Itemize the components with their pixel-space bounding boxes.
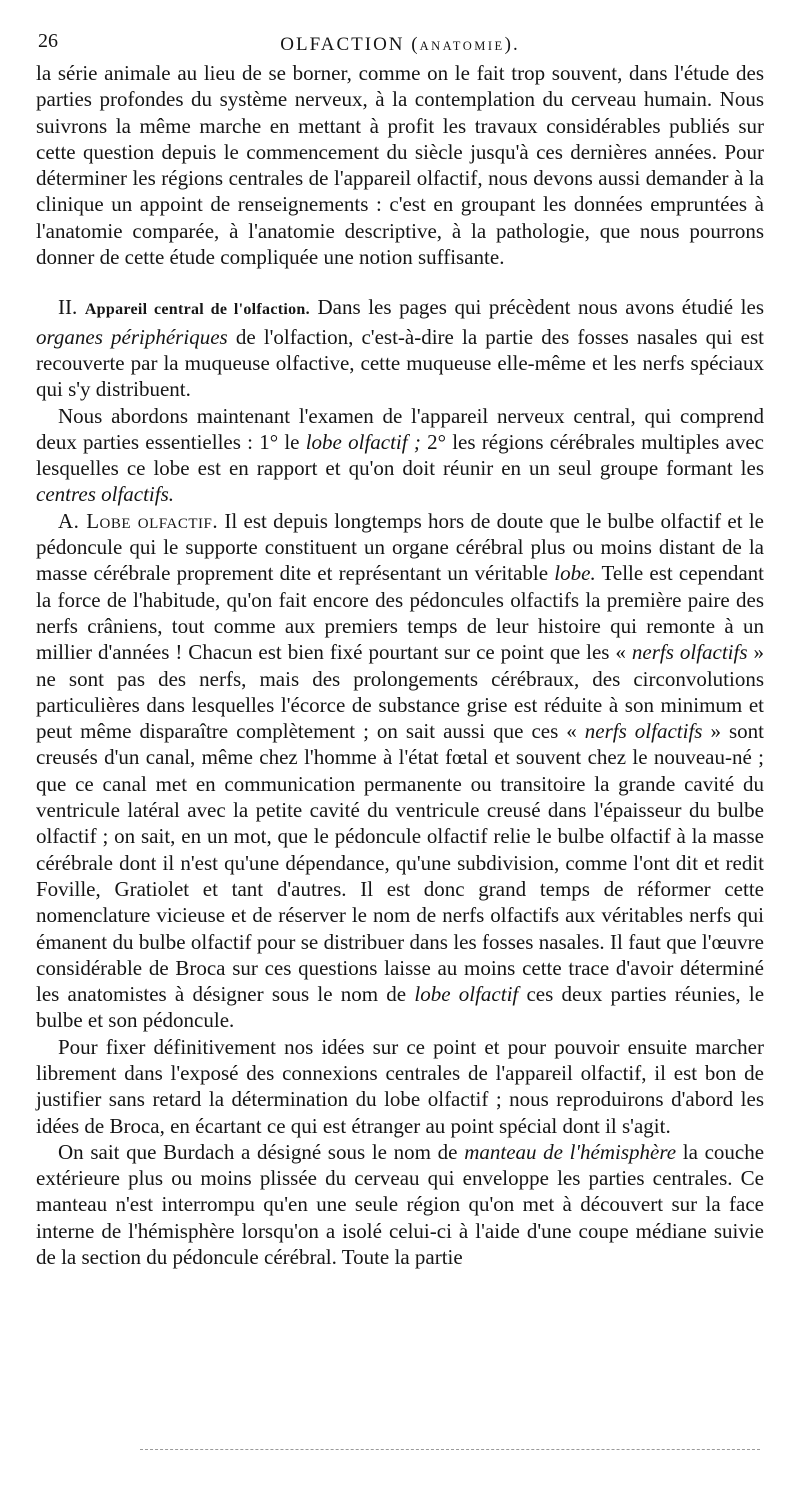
text-run: Nous abordons maintenant l'examen de l'appareil nerveux central, qui comprend deux parties essentielles : 1° le — [36, 403, 764, 454]
text-run: 2° les régions cérébrales multiples avec lesquelles ce lobe est en rapport et qu'on doit réunir en un seul groupe formant les — [36, 429, 764, 481]
text-run: » sont creusés d'un canal, même chez l'homme à l'état fœtal et souvent chez le nouveau-né ; que ce canal met en communication permanente ou transitoire la grande cavité du ventricule latéral avec la petite cavité du ventricule creusé dans l'épaisseur du bulbe olfactif ; on sait, en un mot, que le pédoncule olfactif relie le bulbe olfactif à la masse cérébrale dont il n'est qu'une dépendance, qu'une subdivision, comme l'ont dit et redit Foville, Gratiolet et tant d'autres. Il est donc grand temps de réformer cette nomenclature vicieuse et de réserver le nom de nerfs olfactifs aux véritables nerfs qui émanent du bulbe olfactif pour se distribuer dans les fosses nasales. Il faut que l'œuvre considérable de Broca sur ces questions laisse au moins cette trace d'avoir déterminé les anatomistes à désigner sous le nom de — [36, 719, 765, 1007]
text-run: » ne sont pas des nerfs, mais des prolongements cérébraux, des circonvolutions particulières dans lesquelles l'écorce de substance grise est réduite à son minimum et peut même disparaître complètement ; on sait aussi que ces « — [36, 640, 765, 744]
footer-divider — [140, 1449, 760, 1450]
text-run: Telle est cependant la force de l'habitude, qu'on fait encore des pédoncules olfactifs la première paire des nerfs crâniens, tout comme aux premiers temps de leur histoire qui remonte à un millier d'années ! Chacun est bien fixé pourtant sur ce point que les « — [36, 561, 765, 665]
running-title-paren-open: ( — [411, 34, 420, 55]
paragraph-broca-ideas: Pour fixer définitivement nos idées sur ce point et pour pouvoir ensuite marcher librement dans l'exposé des connexions centrales de l'appareil olfactif, il est bon de justifier sans retard la détermination du lobe olfactif ; nous reproduirons d'abord les idées de Broca, en écartant ce qui est étranger au point spécial dont il s'agit. — [36, 1034, 764, 1138]
italic-term: nerfs olfactifs — [631, 640, 748, 665]
italic-term: lobe. — [554, 561, 596, 586]
section-title: Appareil central de l'olfaction. — [84, 301, 310, 319]
italic-term: organes périphériques — [36, 324, 228, 349]
running-title — [36, 34, 764, 56]
text-run: Il est depuis longtemps hors de doute que le bulbe olfactif et le pédoncule qui le supporte constituent un organe cérébral plus ou moins distant de la masse cérébrale proprement dite et représentant un véritable — [36, 508, 765, 586]
paragraph-central-apparatus — [36, 403, 764, 508]
paragraph-continuation: la série animale au lieu de se borner, comme on le fait trop souvent, dans l'étude des parties profondes du système nerveux, à la contemplation du cerveau humain. Nous suivrons la même marche en mettant à profit les travaux considérables publiés sur cette question depuis le commencement du siècle jusqu'à ces dernières années. Pour déterminer les régions centrales de l'appareil olfactif, nous devons aussi demander à la clinique un appoint de renseignements : c'est en groupant les données empruntées à l'anatomie comparée, à l'anatomie descriptive, à la pathologie, que nous pourrons donner de cette étude compliquée une notion suffisante. — [36, 61, 764, 270]
subsection-title: A. Lobe olfactif. — [58, 508, 219, 533]
italic-term: nerfs olfactifs — [584, 719, 703, 744]
text-run: On sait que Burdach a désigné sous le nom de — [58, 1139, 458, 1164]
section-number: II. — [58, 295, 78, 320]
paragraph-section-ii — [36, 294, 764, 402]
text-run: Dans les pages qui précèdent nous avons étudié les — [317, 295, 765, 320]
text-run: la couche extérieure plus ou moins plissée du cerveau qui enveloppe les parties centrales. Ce manteau n'est interrompu qu'en une seule région qu'on met à découvert sur la face interne de l'hémisphère lorsqu'on a isolé celui-ci à l'aide d'une coupe médiane suivie de la section du pédoncule cérébral. Toute la partie — [36, 1139, 765, 1270]
running-title-paren-close: ). — [504, 34, 520, 55]
italic-term: manteau de l'hémisphère — [464, 1139, 677, 1164]
page — [36, 28, 764, 1270]
paragraph-burdach — [36, 1139, 764, 1270]
italic-term: lobe olfactif ; — [305, 429, 421, 454]
text-run: de l'olfaction, c'est-à-dire la partie des fosses nasales qui est recouverte par la muqueuse olfactive, cette muqueuse elle-même et les nerfs spéciaux qui s'y distribuent. — [36, 324, 764, 402]
running-title-sub: ANATOMIE — [419, 39, 505, 53]
italic-term: centres olfactifs. — [36, 482, 175, 507]
body-text — [36, 60, 764, 1270]
paragraph-lobe-olfactif — [36, 508, 764, 1034]
text-run: ces deux parties réunies, le bulbe et son pédoncule. — [36, 982, 765, 1033]
italic-term: lobe olfactif — [414, 982, 519, 1007]
running-header — [36, 28, 764, 60]
page-number: 26 — [38, 30, 58, 52]
running-title-main: OLFACTION — [280, 34, 405, 55]
